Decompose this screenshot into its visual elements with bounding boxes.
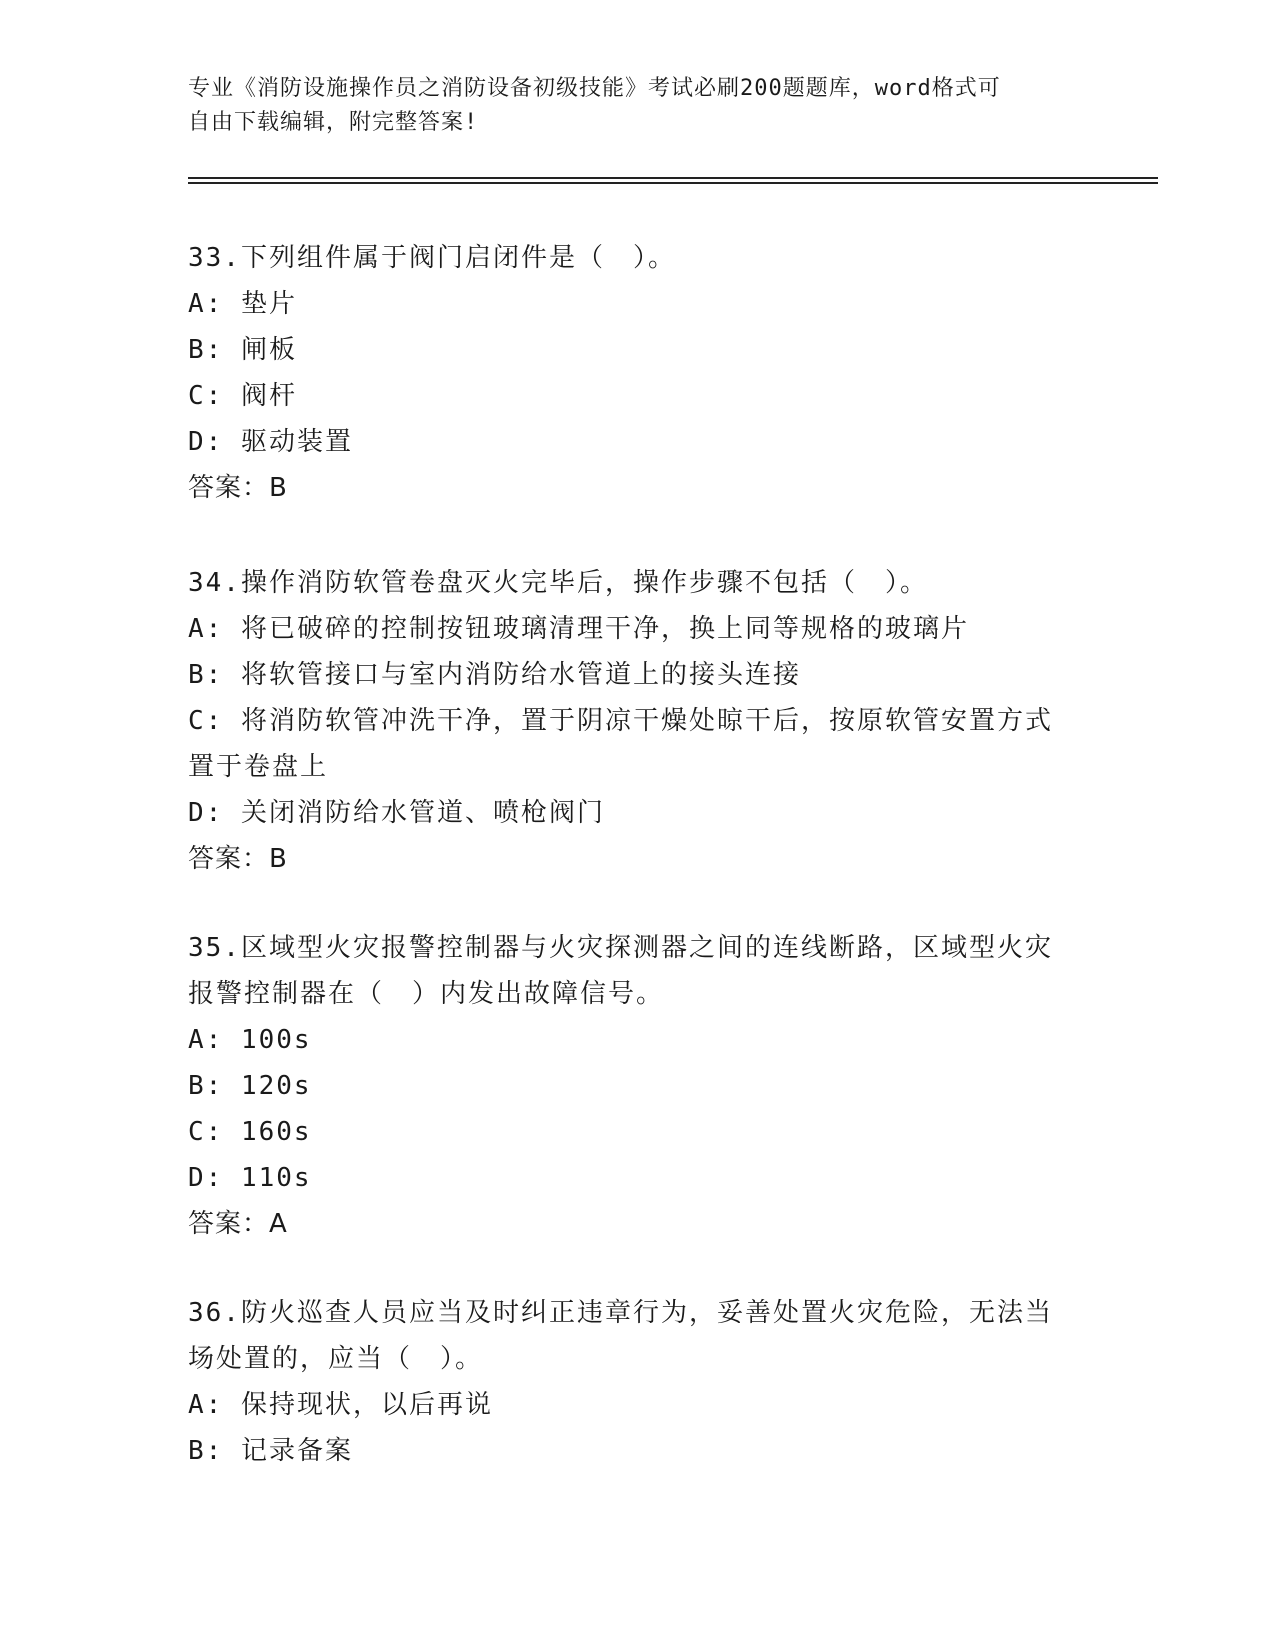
question-stem: 36.防火巡查人员应当及时纠正违章行为，妥善处置火灾危险，无法当 (188, 1298, 1053, 1328)
header-divider-bottom (188, 182, 1158, 184)
answer-line: 答案：A (188, 1209, 288, 1239)
question-34 (188, 560, 1088, 882)
option-b: B: 闸板 (188, 335, 297, 365)
header-divider-top (188, 177, 1158, 179)
question-stem-continued: 场处置的，应当（ ）。 (188, 1344, 484, 1374)
question-stem: 35.区域型火灾报警控制器与火灾探测器之间的连线断路，区域型火灾 (188, 933, 1053, 963)
option-c: C: 160s (188, 1117, 312, 1147)
document-header (188, 72, 1088, 140)
question-35 (188, 925, 1088, 1247)
question-stem: 33.下列组件属于阀门启闭件是（ ）。 (188, 243, 676, 273)
option-a: A: 保持现状，以后再说 (188, 1390, 493, 1420)
question-stem: 34.操作消防软管卷盘灭火完毕后，操作步骤不包括（ ）。 (188, 568, 928, 598)
option-a: A: 垫片 (188, 289, 297, 319)
header-line-2: 自由下载编辑，附完整答案! (188, 110, 479, 135)
question-33 (188, 235, 1088, 511)
answer-line: 答案：B (188, 473, 288, 503)
option-a: A: 100s (188, 1025, 312, 1055)
option-c: C: 将消防软管冲洗干净，置于阴凉干燥处晾干后，按原软管安置方式 (188, 706, 1053, 736)
option-b: B: 将软管接口与室内消防给水管道上的接头连接 (188, 660, 801, 690)
question-stem-continued: 报警控制器在（ ）内发出故障信号。 (188, 979, 665, 1009)
header-line-1: 专业《消防设施操作员之消防设备初级技能》考试必刷200题题库，word格式可 (188, 76, 1001, 101)
option-c-continued: 置于卷盘上 (188, 752, 329, 782)
option-d: D: 关闭消防给水管道、喷枪阀门 (188, 798, 605, 828)
answer-line: 答案：B (188, 844, 288, 874)
question-36 (188, 1290, 1088, 1474)
option-a: A: 将已破碎的控制按钮玻璃清理干净，换上同等规格的玻璃片 (188, 614, 969, 644)
option-b: B: 记录备案 (188, 1436, 353, 1466)
option-d: D: 110s (188, 1163, 312, 1193)
option-d: D: 驱动装置 (188, 427, 353, 457)
option-c: C: 阀杆 (188, 381, 297, 411)
option-b: B: 120s (188, 1071, 312, 1101)
